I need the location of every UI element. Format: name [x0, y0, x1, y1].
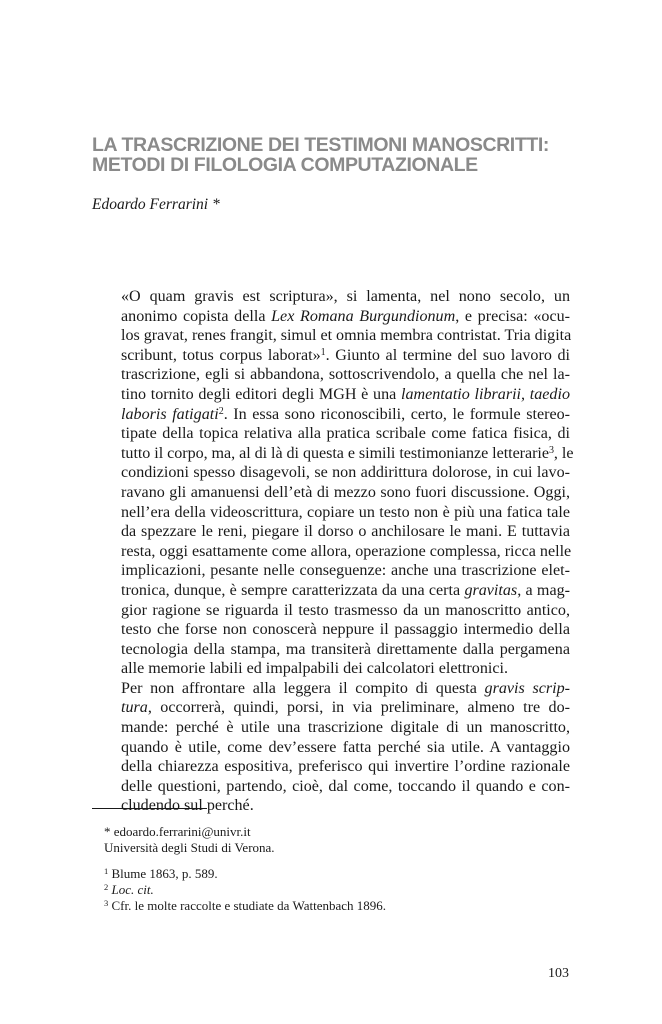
text-run: , e precisa: «ocu- — [455, 307, 571, 325]
footnote-number: 2 — [104, 882, 109, 892]
text-line — [92, 444, 574, 464]
text-run: , le — [553, 444, 574, 462]
text-run: tino tornito degli editori degli MGH è una — [121, 385, 401, 403]
article-title-line: METODI DI FILOLOGIA COMPUTAZIONALE — [92, 154, 478, 176]
text-run: tutto il corpo, ma, al di là di questa e simili testimonianze letterarie — [121, 444, 549, 462]
footnote-number: 1 — [104, 866, 109, 876]
footnote-text: Loc. cit. — [111, 882, 154, 897]
text-line: alle memorie labili ed impalpabili dei calcolatori elettronici. — [121, 660, 508, 678]
text-line: delle questioni, partendo, cioè, dal come, toccando il quando e con- — [121, 777, 570, 795]
italic-word: gravitas — [464, 581, 518, 599]
author-email[interactable]: edoardo.ferrarini@univr.it — [113, 824, 251, 839]
text-line: da spezzare le reni, piegare il dorso o anchilosare le mani. E tuttavia — [121, 523, 570, 541]
body-text — [92, 287, 574, 816]
italic-title: Lex Romana Burgundionum — [271, 307, 456, 325]
italic-word: tura — [121, 699, 148, 717]
text-line — [92, 698, 570, 718]
text-line: mande: perché è utile una trascrizione digitale di un manoscritto, — [121, 719, 570, 737]
text-line: quando è utile, come dev’essere fatta perché sia utile. A vantaggio — [121, 738, 570, 756]
footnote-ref[interactable]: 2 — [218, 405, 224, 417]
text-line: implicazioni, pesante nelle conseguenze: anche una trascrizione elet- — [121, 562, 570, 580]
footnote-list — [104, 866, 386, 914]
footnote-ref[interactable]: 3 — [548, 444, 554, 456]
author-name: Edoardo Ferrarini * — [92, 196, 220, 213]
text-line: resta, oggi esattamente come allora, operazione complessa, ricca nelle — [121, 542, 572, 560]
text-line — [92, 679, 570, 699]
author-affiliation: Università degli Studi di Verona. — [104, 840, 275, 855]
text-line — [92, 581, 570, 601]
italic-phrase: lamentatio librarii, taedio — [400, 385, 570, 403]
article-title — [92, 135, 612, 175]
text-run: tronica, dunque, è sempre caratterizzata da una certa — [121, 581, 465, 599]
author-footnote-line — [104, 824, 275, 840]
text-line: ravano gli amanuensi dell’età di mezzo sono fuori discussione. Oggi, — [121, 483, 570, 501]
text-line: gior ragione se riguarda il testo trasmesso da un manoscritto antico, — [121, 601, 570, 619]
text-run: . In essa sono riconoscibili, certo, le formule stereo- — [223, 405, 571, 423]
footnote-text: Blume 1863, p. 589. — [111, 866, 218, 881]
page-number: 103 — [548, 966, 569, 981]
text-line — [92, 385, 570, 405]
italic-phrase: gravis scrip- — [484, 679, 570, 697]
text-line: «O quam gravis est scriptura», si lamenta, nel nono secolo, un — [121, 288, 570, 305]
text-run: Per non affrontare alla leggera il compito di questa — [121, 679, 485, 697]
footnote-number: 3 — [104, 898, 109, 908]
text-run: anonimo copista della — [121, 307, 272, 325]
text-run: , a mag- — [517, 581, 571, 599]
text-line: cludendo sul perché. — [121, 797, 254, 815]
text-line — [92, 346, 570, 366]
text-line: testo che forse non conoscerà neppure il passaggio intermedio della — [121, 621, 570, 639]
text-run: scribunt, totus corpus laborat» — [121, 346, 321, 364]
paragraph-1 — [92, 287, 574, 679]
author-footnote — [104, 824, 275, 856]
italic-phrase: laboris fatigati — [121, 405, 219, 423]
text-run: , occorrerà, quindi, porsi, in via preliminare, almeno tre do- — [147, 699, 570, 717]
text-line: condizioni spesso disagevoli, se non addirittura dolorose, in cui lavo- — [121, 464, 570, 482]
article-title-line: LA TRASCRIZIONE DEI TESTIMONI MANOSCRITTI: — [92, 134, 549, 156]
text-line: tecnologia della stampa, ma transiterà direttamente dalla pergamena — [121, 640, 570, 658]
text-line: nell’era della videoscrittura, copiare un testo non è più una fatica tale — [121, 503, 570, 521]
text-line: tipate della topica relativa alla pratica scribale come fatica fisica, di — [121, 425, 570, 443]
text-line: della chiarezza espositiva, preferisco qui invertire l’ordine razionale — [121, 758, 570, 776]
text-line — [92, 405, 570, 425]
text-line — [92, 307, 570, 327]
text-line: los gravat, renes frangit, simul et omnia membra contristat. Tria digita — [121, 327, 572, 345]
footnote — [104, 866, 386, 882]
paragraph-2 — [92, 679, 570, 816]
text-line: trascrizione, egli si abbandona, sottoscrivendolo, a quella che nel la- — [121, 366, 570, 384]
text-run: . Giunto al termine del suo lavoro di — [325, 346, 570, 364]
footnote-ref[interactable]: 1 — [320, 346, 326, 358]
footnote-separator — [92, 808, 207, 809]
footnote-mark: * — [104, 824, 111, 839]
footnote — [104, 898, 386, 914]
footnote-text: Cfr. le molte raccolte e studiate da Wattenbach 1896. — [111, 898, 387, 913]
footnote — [104, 882, 386, 898]
